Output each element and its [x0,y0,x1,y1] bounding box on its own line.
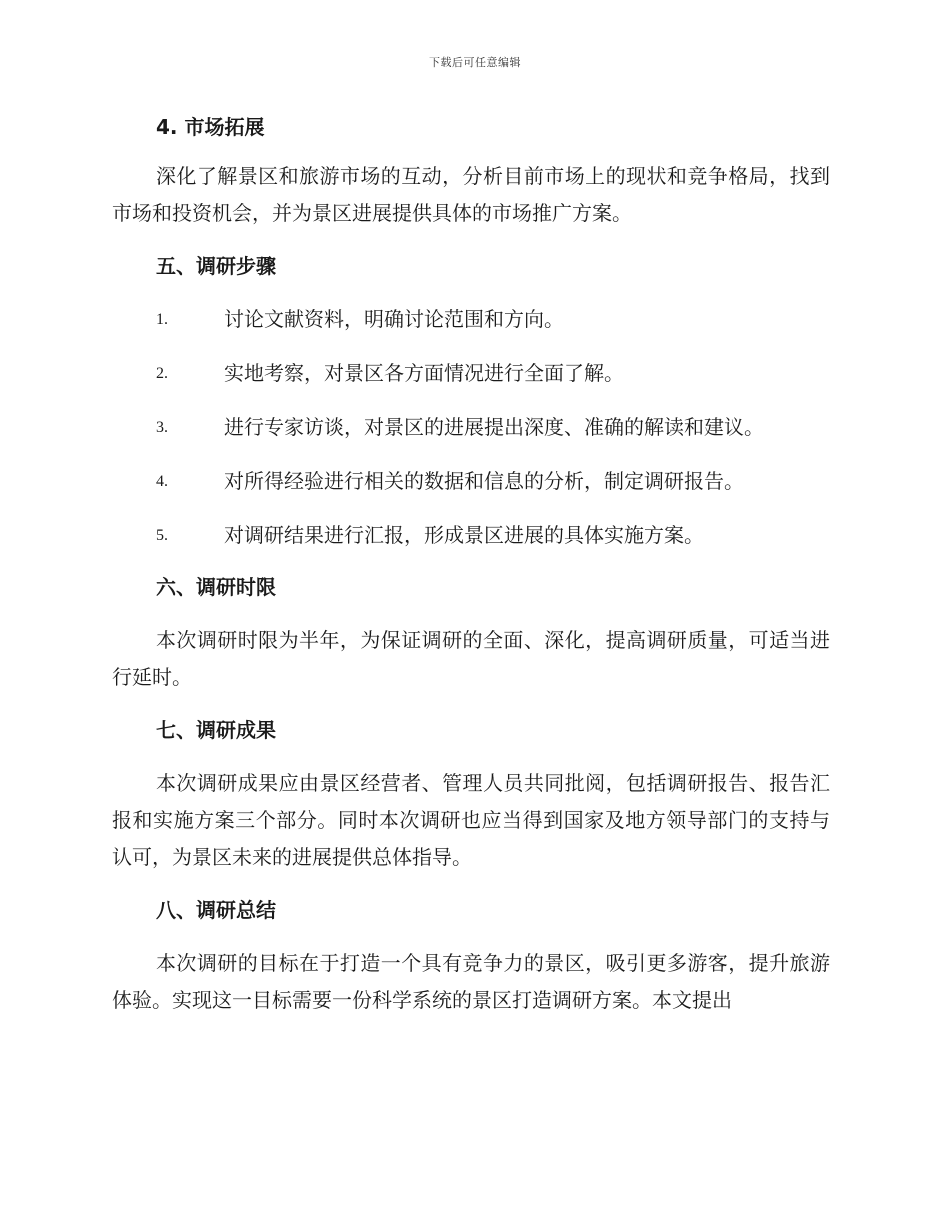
heading-research-time-limit: 六、调研时限 [156,575,276,599]
step-text: 对调研结果进行汇报，形成景区进展的具体实施方案。 [224,523,704,547]
list-item [112,518,830,553]
paragraph-research-time-limit: 本次调研时限为半年，为保证调研的全面、深化，提高调研质量，可适当进行延时。 [112,628,830,689]
paragraph-research-results: 本次调研成果应由景区经营者、管理人员共同批阅，包括调研报告、报告汇报和实施方案三个部分。同时本次调研也应当得到国家及地方领导部门的支持与认可，为景区未来的进展提供总体指导。 [112,771,830,869]
step-text: 实地考察，对景区各方面情况进行全面了解。 [224,361,624,385]
list-item [112,410,830,445]
step-number: 2. [156,365,168,382]
document-body [112,110,830,1019]
heading-research-results: 七、调研成果 [156,718,276,742]
step-text: 对所得经验进行相关的数据和信息的分析，制定调研报告。 [224,469,744,493]
heading-research-summary: 八、调研总结 [156,898,276,922]
step-text: 进行专家访谈，对景区的进展提出深度、准确的解读和建议。 [224,415,764,439]
step-number: 5. [156,527,168,544]
paragraph-market-expansion: 深化了解景区和旅游市场的互动，分析目前市场上的现状和竞争格局，找到市场和投资机会，并为景区进展提供具体的市场推广方案。 [112,164,830,225]
step-number: 4. [156,473,168,490]
heading-research-steps: 五、调研步骤 [156,254,276,278]
step-text: 讨论文献资料，明确讨论范围和方向。 [224,307,564,331]
heading-market-expansion: 4. 市场拓展 [156,115,265,139]
step-number: 3. [156,419,168,436]
list-item [112,356,830,391]
steps-list [112,302,830,553]
list-item [112,302,830,337]
step-number: 1. [156,311,168,328]
list-item [112,464,830,499]
page-header: 下载后可任意编辑 [429,56,521,69]
paragraph-research-summary: 本次调研的目标在于打造一个具有竞争力的景区，吸引更多游客，提升旅游体验。实现这一目标需要一份科学系统的景区打造调研方案。本文提出 [112,951,830,1012]
